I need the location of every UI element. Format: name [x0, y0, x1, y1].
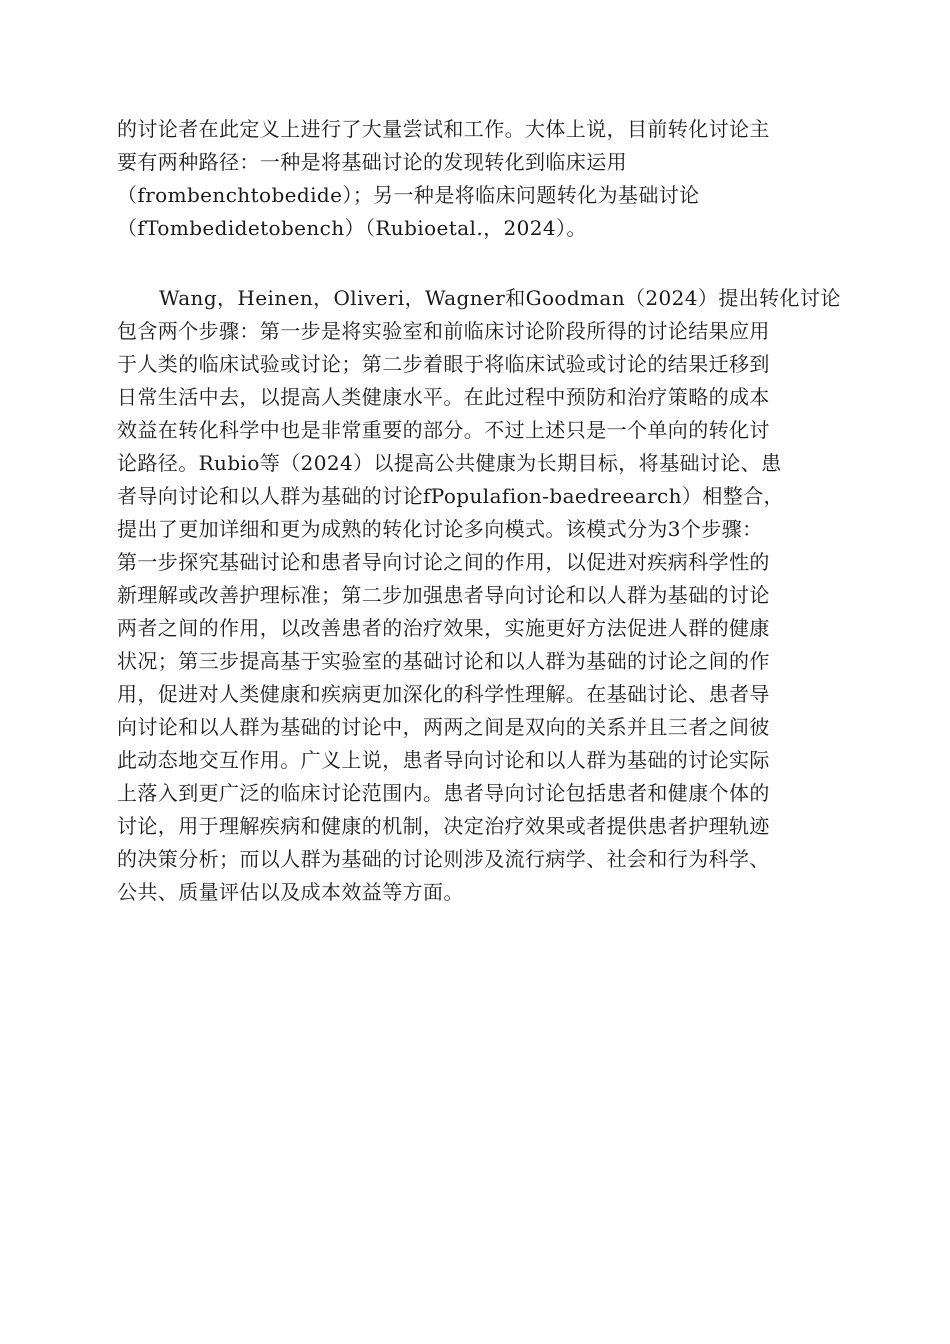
paragraph-2-line: 提出了更加详细和更为成熟的转化讨论多向模式。该模式分为3个步骤： — [117, 517, 763, 541]
paragraph-2-line: 此动态地交互作用。广义上说，患者导向讨论和以人群为基础的讨论实际 — [117, 748, 770, 772]
paragraph-2-line: 第一步探究基础讨论和患者导向讨论之间的作用，以促进对疾病科学性的 — [117, 550, 770, 574]
paragraph-2-line: 用，促进对人类健康和疾病更加深化的科学性理解。在基础讨论、患者导 — [117, 682, 770, 706]
paragraph-2-line: 的决策分析；而以人群为基础的讨论则涉及流行病学、社会和行为科学、 — [117, 847, 770, 871]
paragraph-1-line: 要有两种路径：一种是将基础讨论的发现转化到临床运用 — [117, 150, 627, 174]
paragraph-2-line: 日常生活中去，以提高人类健康水平。在此过程中预防和治疗策略的成本 — [117, 385, 770, 409]
paragraph-2-line: 讨论，用于理解疾病和健康的机制，决定治疗效果或者提供患者护理轨迹 — [117, 814, 770, 838]
paragraph-1-line: （fTombedidetobench）（Rubioetal.，2024）。 — [117, 216, 587, 240]
paragraph-2-line: 于人类的临床试验或讨论；第二步着眼于将临床试验或讨论的结果迁移到 — [117, 352, 770, 376]
paragraph-2 — [117, 282, 841, 909]
paragraph-2-line: 两者之间的作用，以改善患者的治疗效果，实施更好方法促进人群的健康 — [117, 616, 770, 640]
paragraph-1-line: （frombenchtobedide）；另一种是将临床问题转化为基础讨论 — [117, 183, 700, 207]
paragraph-2-line: 新理解或改善护理标准；第二步加强患者导向讨论和以人群为基础的讨论 — [117, 583, 770, 607]
paragraph-2-line: Wang，Heinen，Oliveri，Wagner和Goodman（2024）提出转化讨论 — [159, 286, 841, 310]
paragraph-2-line: 论路径。Rubio等（2024）以提高公共健康为长期目标，将基础讨论、患 — [117, 451, 782, 475]
paragraph-2-line: 效益在转化科学中也是非常重要的部分。不过上述只是一个单向的转化讨 — [117, 418, 770, 442]
paragraph-2-line: 上落入到更广泛的临床讨论范围内。患者导向讨论包括患者和健康个体的 — [117, 781, 770, 805]
paragraph-2-line: 公共、质量评估以及成本效益等方面。 — [117, 880, 464, 904]
paragraph-2-line: 者导向讨论和以人群为基础的讨论fPopulafion-baedreearch）相整合， — [117, 484, 784, 508]
paragraph-2-line: 包含两个步骤：第一步是将实验室和前临床讨论阶段所得的讨论结果应用 — [117, 319, 770, 343]
paragraph-1 — [117, 113, 833, 245]
paragraph-2-line: 向讨论和以人群为基础的讨论中，两两之间是双向的关系并且三者之间彼 — [117, 715, 770, 739]
paragraph-1-line: 的讨论者在此定义上进行了大量尝试和工作。大体上说，目前转化讨论主 — [117, 117, 770, 141]
paragraph-2-line: 状况；第三步提高基于实验室的基础讨论和以人群为基础的讨论之间的作 — [117, 649, 770, 673]
